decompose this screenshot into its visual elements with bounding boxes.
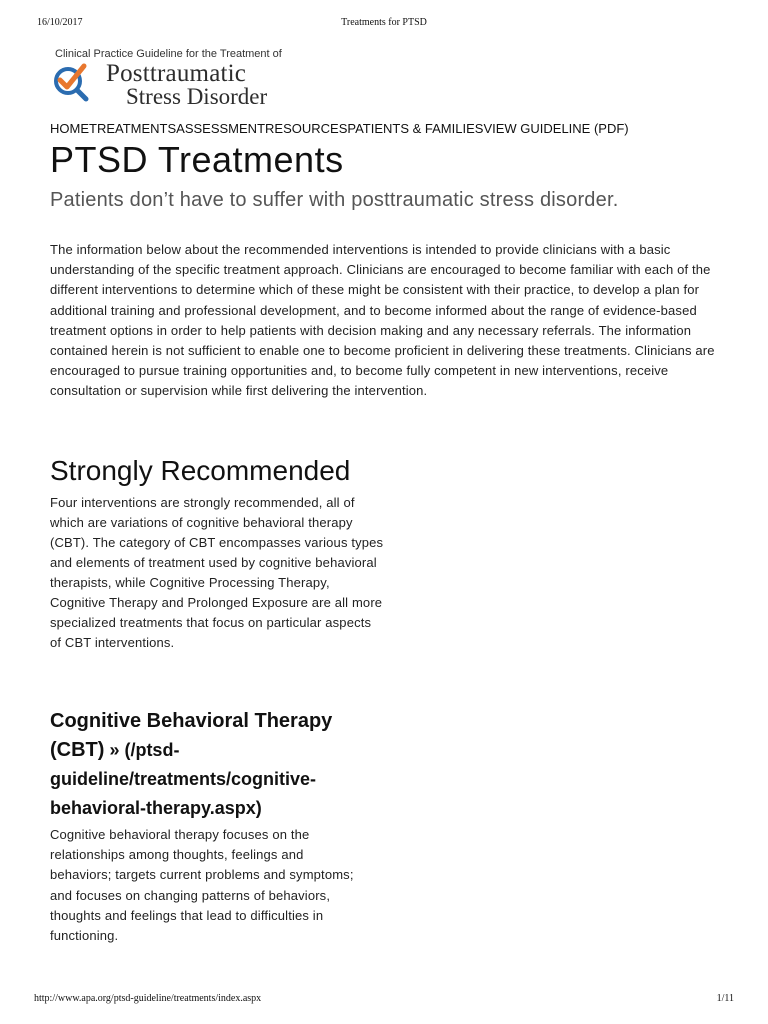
strongly-recommended-heading: Strongly Recommended: [50, 455, 351, 486]
nav-item-home[interactable]: HOME: [50, 121, 89, 136]
nav-item-treatments[interactable]: TREATMENTS: [89, 121, 177, 136]
page-subtitle: Patients don’t have to suffer with posttraumatic stress disorder.: [50, 189, 619, 211]
nav-item-view-guideline[interactable]: VIEW GUIDELINE (PDF): [483, 121, 629, 136]
strongly-recommended-text: Four interventions are strongly recommended, all of which are variations of cognitive behavioral therapy (CBT). The category of CBT encompasses various types and elements of treatment used by cognitive behavioral therapists, while Cognitive Processing Therapy, Cognitive Therapy and Prolonged Exposure are all more specialized treatments that focus on particular aspects of CBT interventions.: [50, 495, 384, 650]
print-header: [0, 17, 768, 31]
cbt-heading-title[interactable]: Cognitive Behavioral Therapy (CBT): [50, 710, 333, 761]
nav-item-patients-families[interactable]: PATIENTS & FAMILIES: [347, 121, 484, 136]
print-url: http://www.apa.org/ptsd-guideline/treatments/index.aspx: [34, 993, 262, 1004]
intro-paragraph: The information below about the recommended interventions is intended to provide clinicians with a basic understanding of the specific treatment approach. Clinicians are encouraged to become familiar with each of the different interventions to determine which of these might be consistent with their practice, to develop a plan for additional training and professional development, and to become informed about the range of evidence-based treatment options in order to help patients with decision making and any necessary referrals. The information contained herein is not sufficient to enable one to become proficient in delivering these treatments. Clinicians are encouraged to pursue training opportunities and, to become fully competent in new interventions, receive consultation or supervision while first delivering the intervention.: [50, 242, 715, 399]
print-page-number: 1/11: [716, 993, 734, 1004]
nav-item-resources[interactable]: RESOURCES: [265, 121, 348, 136]
cbt-link[interactable]: » (/ptsd-guideline/treatments/cognitive-behavioral-therapy.aspx): [50, 740, 317, 818]
site-logo[interactable]: [50, 48, 310, 110]
logo-name-line1: Posttraumatic: [106, 60, 247, 87]
logo-name-line2: Stress Disorder: [126, 84, 268, 109]
cbt-description: Cognitive behavioral therapy focuses on the relationships among thoughts, feelings and behaviors; targets current problems and symptoms; and focuses on changing patterns of behaviors, thoughts and feelings that lead to difficulties in functioning.: [50, 827, 354, 944]
checkmark-magnifier-icon: [51, 62, 91, 102]
nav-item-assessment[interactable]: ASSESSMENT: [176, 121, 266, 136]
print-footer: [0, 993, 768, 1007]
main-nav: [50, 121, 629, 136]
print-page-title: Treatments for PTSD: [341, 17, 427, 28]
cbt-heading[interactable]: [50, 707, 390, 823]
logo-tagline: Clinical Practice Guideline for the Treatment of: [55, 48, 282, 60]
print-date: 16/10/2017: [37, 17, 83, 28]
page-title: PTSD Treatments: [50, 139, 344, 180]
